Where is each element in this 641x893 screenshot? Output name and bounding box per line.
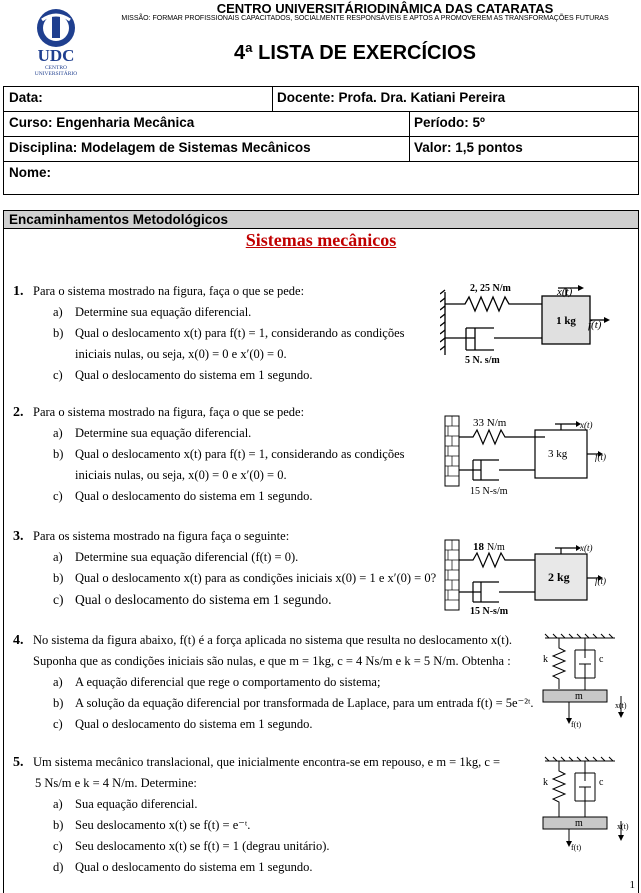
item-b-cont: iniciais nulas, ou seja, x(0) = 0 e x′(0) = 0.: [75, 468, 287, 482]
mass-label: 3 kg: [548, 448, 568, 460]
mass-label: m: [575, 818, 583, 829]
valor-field: Valor: 1,5 pontos: [414, 140, 523, 155]
spring-value: 18: [473, 541, 484, 553]
page-number: 1: [629, 879, 635, 891]
logo-sub1: CENTRO: [45, 65, 67, 71]
question-number: 1.: [13, 284, 24, 299]
question-text: Para o sistema mostrado na figura, faça o que se pede:: [33, 284, 305, 298]
question-text: Para o sistema mostrado na figura, faça o que se pede:: [33, 405, 305, 419]
info-row-data: [4, 87, 638, 112]
damper-label: 15 N-s/m: [470, 486, 508, 497]
nome-field[interactable]: Nome:: [9, 165, 52, 180]
displacement-label: x(t): [617, 822, 629, 831]
item-b-cont: iniciais nulas, ou seja, x(0) = 0 e x′(0) = 0.: [75, 347, 287, 361]
displacement-label: x(t): [615, 701, 627, 710]
info-table: [3, 86, 639, 195]
section-title: Sistemas mecânicos: [245, 230, 397, 250]
item-a: a) Determine sua equação diferencial (f(t) = 0).: [53, 550, 299, 564]
logo-sub2: UNIVERSITÁRIO: [34, 71, 78, 76]
item-a: a) A equação diferencial que rege o comportamento do sistema;: [53, 675, 381, 689]
figure-q1: [440, 280, 615, 370]
item-d: d) Qual o deslocamento do sistema em 1 segundo.: [53, 860, 313, 874]
item-c: c) Qual o deslocamento do sistema em 1 segundo.: [53, 717, 313, 731]
disciplina-field: Disciplina: Modelagem de Sistemas Mecânicos: [9, 140, 311, 155]
item-b: b) Seu deslocamento x(t) se f(t) = e⁻ᵗ.: [53, 818, 251, 832]
damper-label: c: [599, 777, 604, 788]
item-a: a) Determine sua equação diferencial.: [53, 426, 252, 440]
info-row-nome: [4, 162, 638, 195]
force-label: f(t): [571, 720, 582, 729]
question-text-1: No sistema da figura abaixo, f(t) é a força aplicada no sistema que resulta no deslocamento x(t).: [33, 633, 512, 647]
question-text-1: Um sistema mecânico translacional, que inicialmente encontra-se em repouso, e m = 1kg, c =: [33, 755, 501, 769]
displacement-label: x(t): [557, 286, 573, 298]
force-label: f(t): [571, 843, 582, 852]
spring-label: 2, 25 N/m: [470, 283, 511, 294]
damper-label: c: [599, 654, 604, 665]
question-text: Para os sistema mostrado na figura faça o seguinte:: [33, 529, 290, 543]
question-text-2: 5 Ns/m e k = 4 N/m. Determine:: [35, 776, 197, 790]
figure-q2: [440, 412, 620, 497]
section-header: Encaminhamentos Metodológicos: [4, 211, 638, 229]
info-row-curso: [4, 112, 638, 137]
spring-unit: N/m: [487, 542, 505, 553]
periodo-field: Período: 5º: [414, 115, 485, 130]
udc-logo: [22, 6, 90, 76]
displacement-label: x(t): [580, 543, 593, 553]
item-c: c) Qual o deslocamento do sistema em 1 segundo.: [53, 592, 332, 607]
item-b: b) Qual o deslocamento x(t) para f(t) = 1, considerando as condições: [53, 326, 405, 340]
info-row-disciplina: [4, 137, 638, 162]
spring-label: k: [543, 777, 548, 788]
institution-name: CENTRO UNIVERSITÁRIODINÂMICA DAS CATARATAS: [216, 1, 554, 16]
item-c: c) Qual o deslocamento do sistema em 1 segundo.: [53, 489, 313, 503]
mass-label: 2 kg: [548, 570, 570, 584]
mass-label: 1 kg: [556, 315, 576, 327]
question-text-2: Suponha que as condições iniciais são nulas, e que m = 1kg, c = 4 Ns/m e k = 5 N/m. Obtenha :: [33, 654, 511, 668]
force-label: f(t): [595, 452, 606, 462]
mass-label: m: [575, 691, 583, 702]
spring-label: 33 N/m: [473, 417, 507, 429]
page-title: 4ª LISTA DE EXERCÍCIOS: [234, 42, 476, 64]
force-label: f(t): [588, 319, 602, 331]
damper-label: 5 N. s/m: [465, 355, 500, 366]
displacement-label: x(t): [580, 420, 593, 430]
mission-statement: MISSÃO: FORMAR PROFISSIONAIS CAPACITADOS, SOCIALMENTE RESPONSÁVEIS E APTOS A PROMOVEREM AS TRANSFORMAÇÕES FUTURAS: [121, 15, 609, 22]
item-b: b) A solução da equação diferencial por transformada de Laplace, para um entrada f(t) = 5e⁻²ᵗ.: [53, 696, 534, 710]
logo-text: UDC: [37, 46, 75, 65]
damper-label: 15 N-s/m: [470, 606, 509, 617]
item-a: a) Determine sua equação diferencial.: [53, 305, 252, 319]
spring-label: k: [543, 654, 548, 665]
question-number: 3.: [13, 529, 24, 544]
force-label: f(t): [595, 576, 606, 586]
figure-q5: [535, 755, 635, 855]
item-c: c) Seu deslocamento x(t) se f(t) = 1 (degrau unitário).: [53, 839, 330, 853]
question-number: 5.: [13, 755, 24, 770]
question-number: 4.: [13, 633, 24, 648]
item-a: a) Sua equação diferencial.: [53, 797, 198, 811]
figure-q4: [535, 632, 635, 732]
question-number: 2.: [13, 405, 24, 420]
item-b: b) Qual o deslocamento x(t) para as condições iniciais x(0) = 1 e x′(0) = 0?: [53, 571, 437, 585]
item-c: c) Qual o deslocamento do sistema em 1 segundo.: [53, 368, 313, 382]
item-b: b) Qual o deslocamento x(t) para f(t) = 1, considerando as condições: [53, 447, 405, 461]
curso-field: Curso: Engenharia Mecânica: [9, 115, 195, 130]
figure-q3: [440, 538, 620, 618]
docente-field: Docente: Profa. Dra. Katiani Pereira: [277, 90, 506, 105]
data-field[interactable]: Data:: [9, 90, 43, 105]
